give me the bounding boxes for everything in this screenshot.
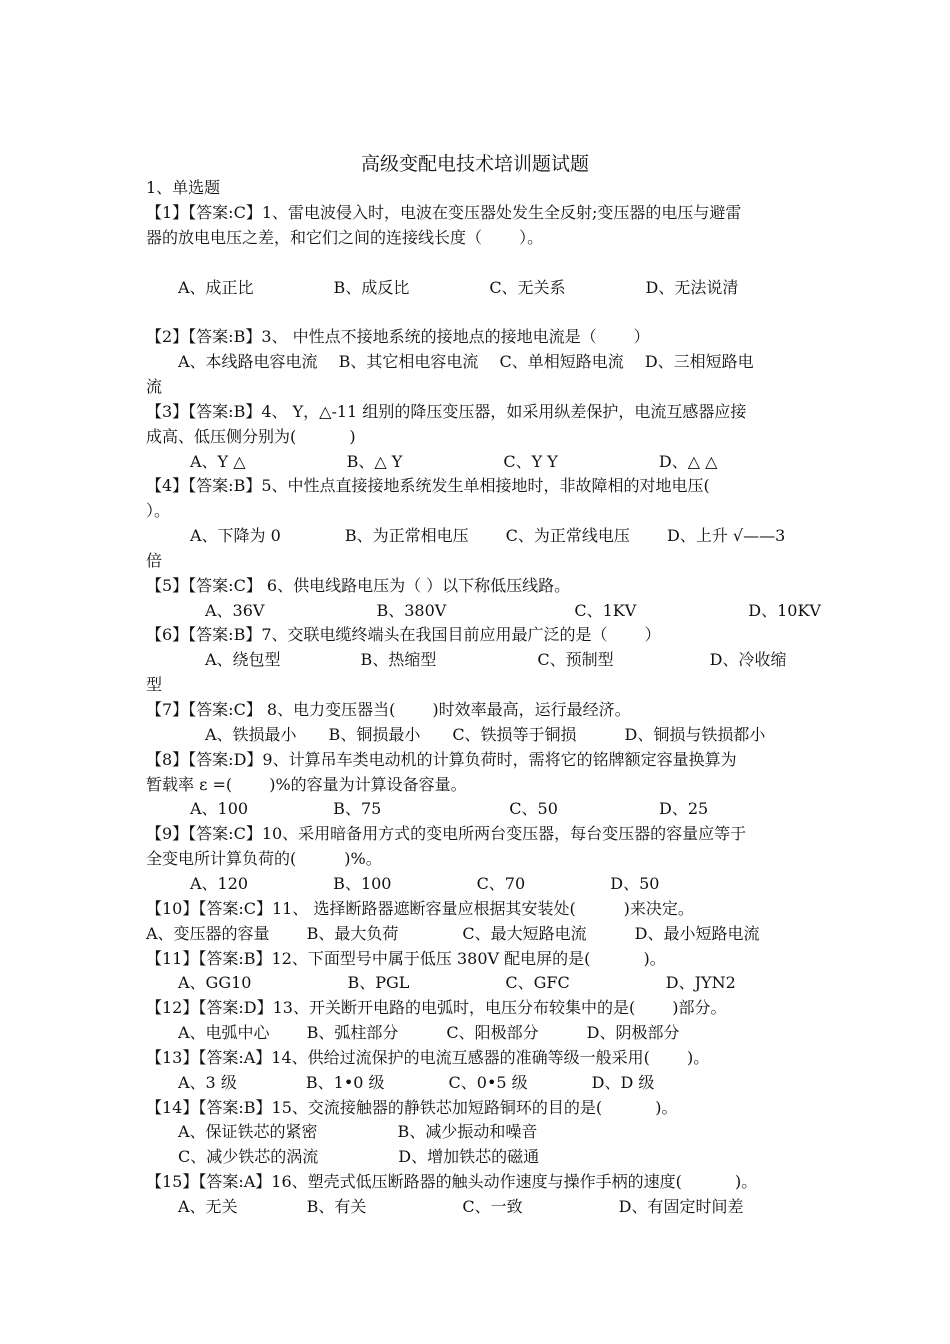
text-line: ）。 xyxy=(146,501,171,521)
question-line: 【14】【答案:B】15、交流接触器的静铁芯加短路铜环的目的是( )。 xyxy=(146,1097,678,1117)
answer-options: C、减少铁芯的涡流 D、增加铁芯的磁通 xyxy=(178,1147,540,1167)
text-line: 流 xyxy=(146,376,163,396)
question-line: 【11】【答案:B】12、下面型号中属于低压 380V 配电屏的是( )。 xyxy=(146,948,666,968)
answer-options: A、120 B、100 C、70 D、50 xyxy=(190,873,660,893)
text-line: 型 xyxy=(146,675,163,695)
answer-options: A、电弧中心 B、弧柱部分 C、阳极部分 D、阴极部分 xyxy=(178,1023,680,1043)
answer-options: A、36V B、380V C、1KV D、10KV xyxy=(205,600,821,620)
answer-options: A、成正比 B、成反比 C、无关系 D、无法说清 xyxy=(178,277,739,297)
question-line: 【4】【答案:B】5、中性点直接接地系统发生单相接地时，非故障相的对地电压( xyxy=(146,476,710,496)
answer-options: A、保证铁芯的紧密 B、减少振动和噪音 xyxy=(178,1122,538,1142)
question-line: 【2】【答案:B】3、 中性点不接地系统的接地点的接地电流是（ ） xyxy=(146,327,650,347)
text-line: 成高、低压侧分别为( ) xyxy=(146,426,356,446)
answer-options: A、Y △ B、△ Y C、Y Y D、△ △ xyxy=(190,451,718,471)
answer-options: A、GG10 B、PGL C、GFC D、JYN2 xyxy=(178,973,736,993)
answer-options: A、绕包型 B、热缩型 C、预制型 D、冷收缩 xyxy=(205,650,787,670)
answer-options: A、100 B、75 C、50 D、25 xyxy=(190,799,709,819)
text-line: 器的放电电压之差，和它们之间的连接线长度（ ）。 xyxy=(146,227,544,247)
question-line: 【12】【答案:D】13、开关断开电路的电弧时，电压分布较集中的是( )部分。 xyxy=(146,998,727,1018)
answer-options: A、3 级 B、1•0 级 C、0•5 级 D、D 级 xyxy=(178,1072,655,1092)
question-line: 【9】【答案:C】10、采用暗备用方式的变电所两台变压器，每台变压器的容量应等于 xyxy=(146,824,747,844)
text-line: 暂载率 ε =( )%的容量为计算设备容量。 xyxy=(146,774,467,794)
answer-options: A、本线路电容电流 B、其它相电容电流 C、单相短路电流 D、三相短路电 xyxy=(178,352,754,372)
answer-options: A、铁损最小 B、铜损最小 C、铁损等于铜损 D、铜损与铁损都小 xyxy=(205,724,766,744)
document-title: 高级变配电技术培训题试题 xyxy=(360,153,589,175)
question-line: 【1】【答案:C】1、雷电波侵入时，电波在变压器处发生全反射;变压器的电压与避雷 xyxy=(146,203,742,222)
question-line: 【3】【答案:B】4、 Y，△-11 组别的降压变压器，如采用纵差保护，电流互感器应接 xyxy=(146,401,747,421)
question-line: 【13】【答案:A】14、供给过流保护的电流互感器的准确等级一般采用( )。 xyxy=(146,1047,710,1067)
question-line: 【15】【答案:A】16、塑壳式低压断路器的触头动作速度与操作手柄的速度( )。 xyxy=(146,1172,758,1192)
text-line: 全变电所计算负荷的( )%。 xyxy=(146,849,382,869)
question-line: 【10】【答案:C】11、 选择断路器遮断容量应根据其安装处( )来决定。 xyxy=(146,898,694,918)
answer-options: A、变压器的容量 B、最大负荷 C、最大短路电流 D、最小短路电流 xyxy=(146,923,760,943)
question-line: 【6】【答案:B】7、交联电缆终端头在我国目前应用最广泛的是（ ） xyxy=(146,625,661,645)
question-line: 【5】【答案:C】 6、供电线路电压为（ ）以下称低压线路。 xyxy=(146,575,571,595)
answer-options: A、下降为 0 B、为正常相电压 C、为正常线电压 D、上升 √——3 xyxy=(190,526,786,546)
text-line: 倍 xyxy=(146,550,163,570)
section-heading: 1、单选题 xyxy=(146,178,221,197)
question-line: 【7】【答案:C】 8、电力变压器当( )时效率最高，运行最经济。 xyxy=(146,700,631,719)
question-line: 【8】【答案:D】9、计算吊车类电动机的计算负荷时，需将它的铭牌额定容量换算为 xyxy=(146,749,737,769)
answer-options: A、无关 B、有关 C、一致 D、有固定时间差 xyxy=(178,1197,744,1216)
